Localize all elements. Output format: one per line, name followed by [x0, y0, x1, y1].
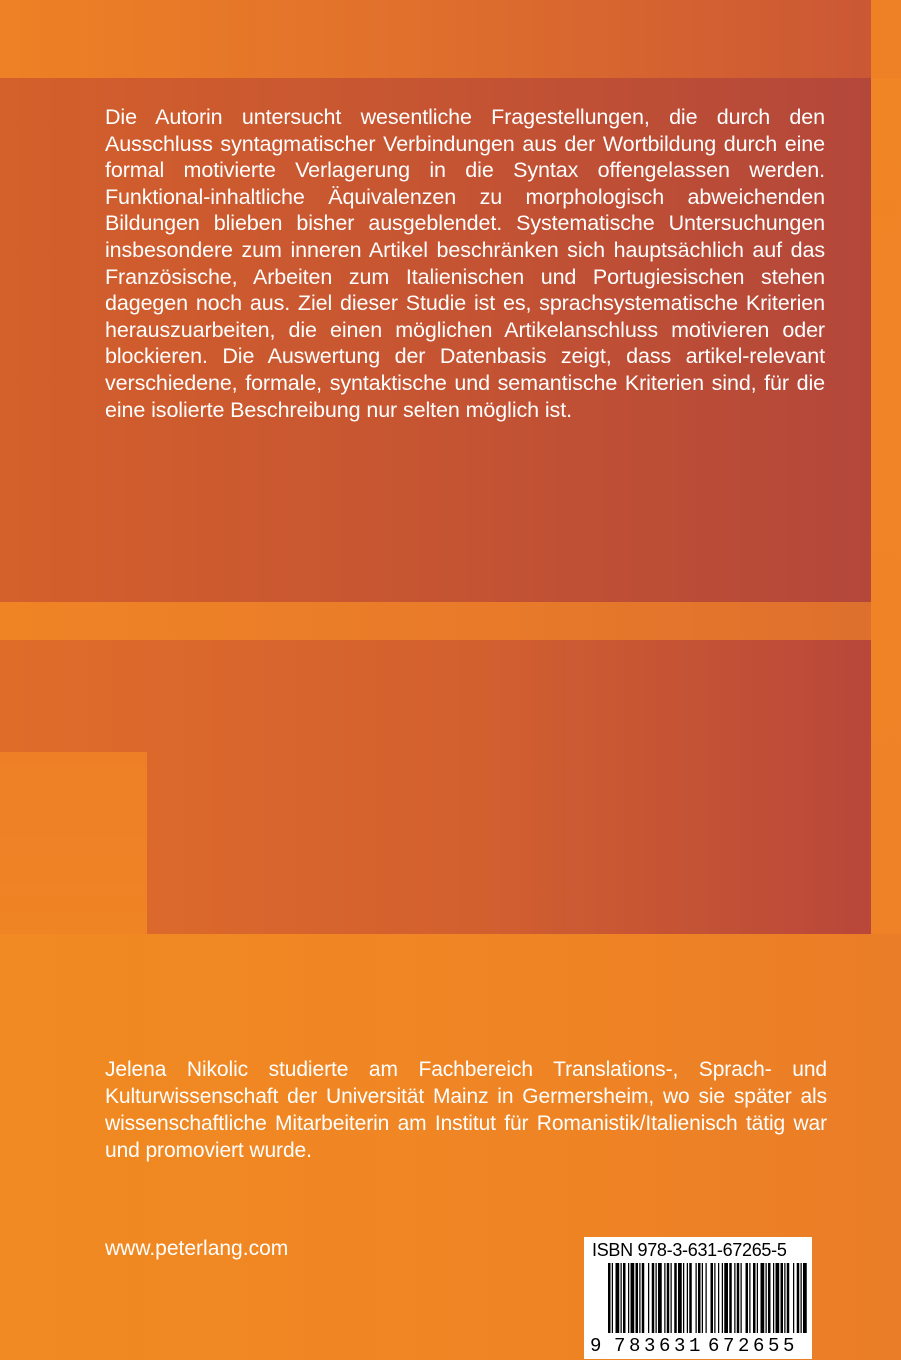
isbn-label: ISBN 978-3-631-67265-5 — [592, 1240, 787, 1260]
barcode-bar — [616, 1263, 620, 1333]
barcode-bar — [608, 1263, 611, 1333]
barcode-bar — [678, 1263, 682, 1333]
barcode-bar — [706, 1263, 707, 1333]
barcode-bar — [689, 1263, 692, 1333]
barcode-bar — [628, 1263, 629, 1333]
barcode-bar — [776, 1263, 780, 1333]
barcode-bar — [803, 1263, 807, 1333]
barcode-bar — [636, 1263, 639, 1333]
barcode-digits-left: 783631 — [614, 1335, 705, 1357]
barcode-bar — [674, 1263, 677, 1333]
top-band-edge — [871, 0, 901, 78]
barcode-bar — [729, 1263, 732, 1333]
barcode-bar — [612, 1263, 613, 1333]
barcode-digits-right: 672655 — [708, 1335, 799, 1357]
barcode-bar — [683, 1263, 684, 1333]
publisher-website-link[interactable]: www.peterlang.com — [105, 1237, 289, 1260]
book-blurb: Die Autorin untersucht wesentliche Fragestellungen, die durch den Ausschluss syntagmatischer Verbindungen aus der Wortbildung durch eine formal motivierte Verlagerung in die Syntax offengelassen werden. Funktional-inhaltliche Äquivalenzen zu morphologisch abweichenden Bildungen blieben bisher ausgeblendet. Systematische Untersuchungen insbesondere zum inneren Artikel beschränken sich hauptsächlich auf das Französische, Arbeiten zum Italienischen und Portugiesischen stehen dagegen noch aus. Ziel dieser Studie ist es, sprachsystematische Kriterien herauszuarbeiten, die einen möglichen Artikelanschluss motivieren oder blockieren. Die Auswertung der Datenbasis zeigt, dass artikel-relevant verschiedene, formale, syntaktische und semantische Kriterien sind, für die eine isolierte Beschreibung nur selten möglich ist. — [105, 105, 825, 422]
barcode-bar — [671, 1263, 672, 1333]
barcode-digits — [584, 1335, 812, 1357]
barcode-bar — [722, 1263, 723, 1333]
barcode-bar — [773, 1263, 774, 1333]
barcode-bar — [652, 1263, 655, 1333]
author-bio: Jelena Nikolic studierte am Fachbereich Translations-, Sprach- und Kulturwissenschaft der Universität Mainz in Germersheim, wo sie später als wissenschaftliche Mitarbeiterin am Institut für Romanistik/Italienisch tätig war und promoviert wurde. — [105, 1058, 827, 1162]
barcode-bar — [741, 1263, 742, 1333]
barcode-bar — [781, 1263, 784, 1333]
isbn-barcode — [584, 1237, 812, 1359]
barcode-bar — [724, 1263, 728, 1333]
right-column — [871, 78, 901, 934]
barcode-bar — [696, 1263, 697, 1333]
barcode-bar — [702, 1263, 703, 1333]
barcode-bar — [631, 1263, 635, 1333]
barcode-bar — [687, 1263, 688, 1333]
barcode-bar — [761, 1263, 765, 1333]
barcode-bar — [667, 1263, 670, 1333]
barcode-bar — [648, 1263, 649, 1333]
barcode-bar — [787, 1263, 790, 1333]
barcode-bar — [623, 1263, 626, 1333]
top-band — [0, 0, 901, 78]
barcode-digit-lead: 9 — [590, 1335, 602, 1357]
barcode-bar — [801, 1263, 802, 1333]
middle-strip — [0, 602, 901, 640]
barcode-bar — [658, 1263, 662, 1333]
barcode-bar — [749, 1263, 750, 1333]
barcode-bar — [797, 1263, 800, 1333]
barcode-bar — [737, 1263, 740, 1333]
barcode-bar — [698, 1263, 701, 1333]
barcode-bar — [621, 1263, 622, 1333]
barcode-bar — [768, 1263, 771, 1333]
barcode-bar — [711, 1263, 714, 1333]
barcode-bar — [718, 1263, 719, 1333]
barcode-bar — [766, 1263, 767, 1333]
barcode-bar — [746, 1263, 749, 1333]
barcode-bar — [757, 1263, 758, 1333]
barcode-bar — [753, 1263, 756, 1333]
left-square — [0, 752, 147, 934]
barcode-bar — [793, 1263, 794, 1333]
barcode-bar — [714, 1263, 715, 1333]
barcode-bar — [734, 1263, 735, 1333]
barcode-bar — [642, 1263, 645, 1333]
barcode-bar — [639, 1263, 640, 1333]
barcode-bar — [664, 1263, 665, 1333]
barcode-bar — [656, 1263, 657, 1333]
barcode-bar — [784, 1263, 785, 1333]
